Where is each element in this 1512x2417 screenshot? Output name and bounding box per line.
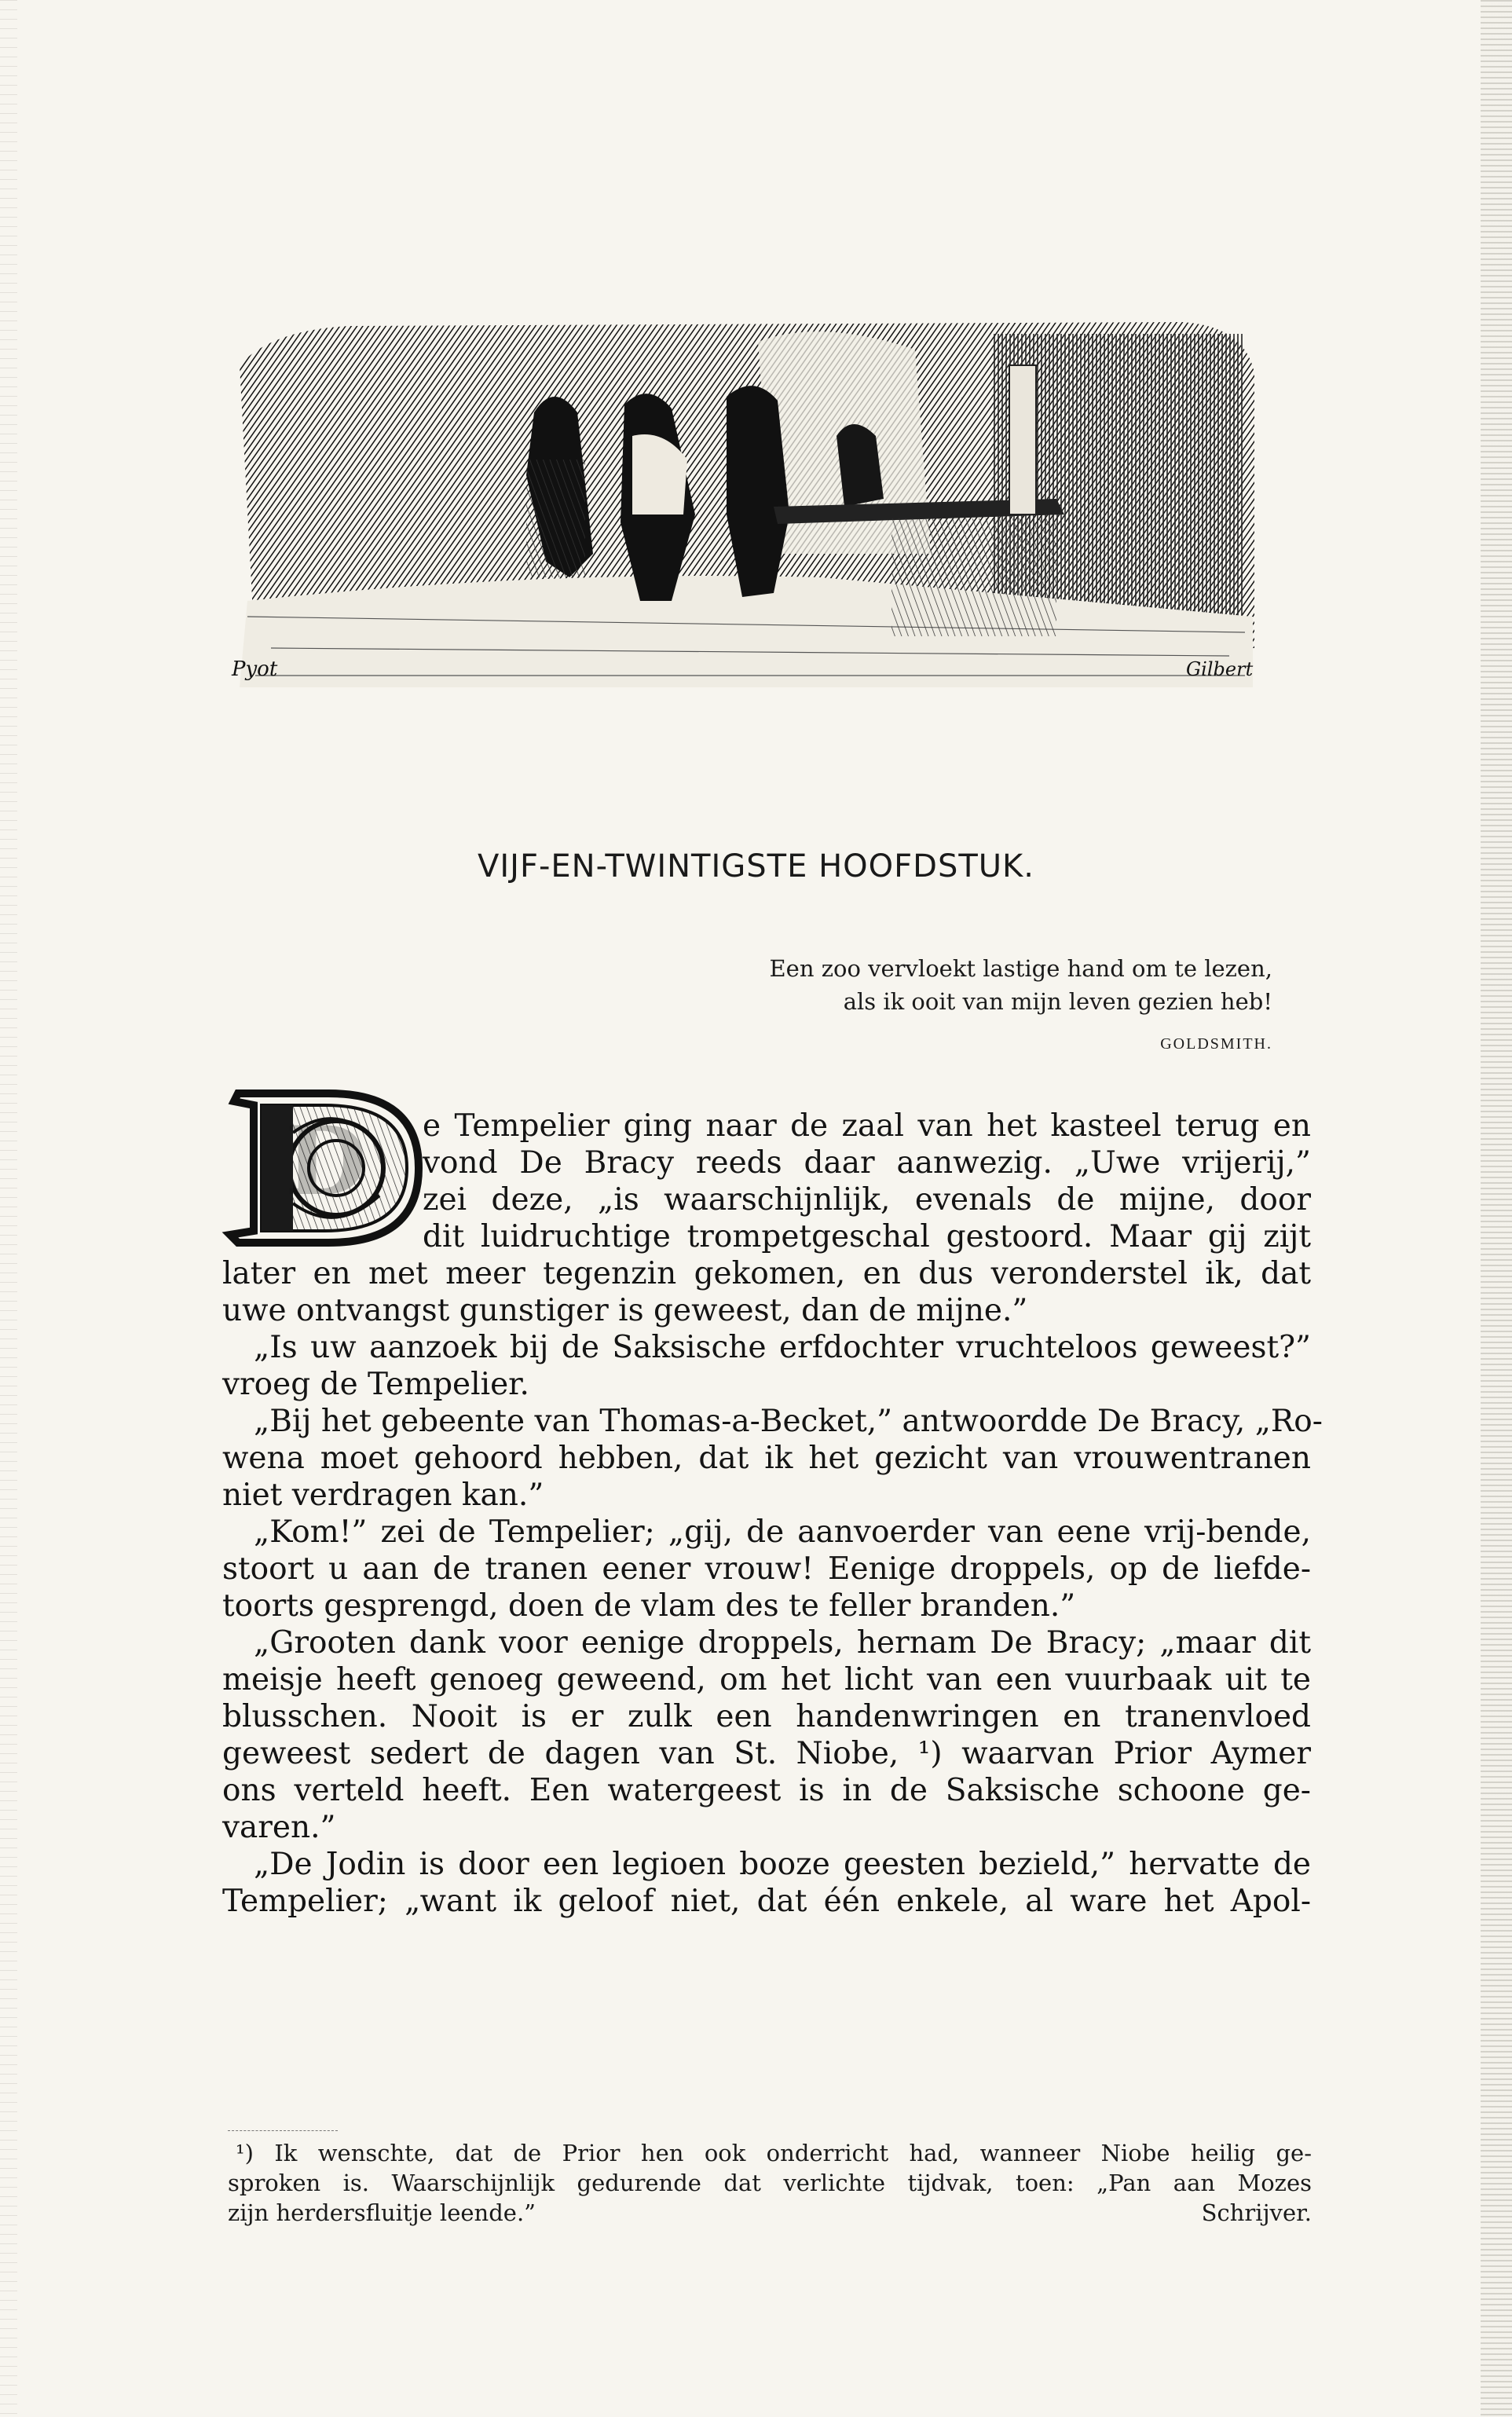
footnote-line: sproken is. Waarschijnlijk gedurende dat verlichte tijdvak, toen: „Pan aan Mozes [228,2170,1312,2196]
body-line: vond De Bracy reeds daar aanwezig. „Uwe vrijerij,” [423,1145,1311,1181]
body-line: „Bij het gebeente van Thomas-a-Becket,” antwoordde De Bracy, „Ro- [254,1404,1323,1439]
body-line: „De Jodin is door een legioen booze geesten bezield,” hervatte de [254,1847,1311,1882]
body-line: vroeg de Tempelier. [222,1367,529,1402]
body-line: varen.” [222,1810,336,1845]
body-line: „Grooten dank voor eenige droppels, hernam De Bracy; „maar dit [254,1625,1311,1661]
epigraph-line: als ik ooit van mijn leven gezien heb! [843,988,1272,1015]
body-line: geweest sedert de dagen van St. Niobe, ¹) waarvan Prior Aymer [222,1736,1311,1771]
footnote-signature: Schrijver. [1201,2199,1312,2226]
engraving-illustration [224,318,1261,695]
epigraph-line: Een zoo vervloekt lastige hand om te lezen, [769,955,1272,982]
page-edge-left [0,0,17,2417]
footnote-separator [228,2130,338,2131]
body-line: blusschen. Nooit is er zulk een handenwringen en tranenvloed [222,1699,1311,1734]
body-text [222,1108,1323,1920]
footnote-line: ¹) Ik wenschte, dat de Prior hen ook onderricht had, wanneer Niobe heilig ge- [236,2140,1312,2166]
footnote-last-row [228,2198,1312,2228]
body-line: niet verdragen kan.” [222,1478,544,1513]
epigraph [597,952,1272,1060]
body-line: uwe ontvangst gunstiger is geweest, dan de mijne.” [222,1293,1028,1328]
body-line: wena moet gehoord hebben, dat ik het gezicht van vrouwentranen [222,1441,1311,1476]
body-line: later en met meer tegenzin gekomen, en dus veronderstel ik, dat [222,1256,1311,1291]
body-line: Tempelier; „want ik geloof niet, dat één enkele, al ware het Apol- [222,1884,1311,1919]
body-line: toorts gesprengd, doen de vlam des te feller branden.” [222,1588,1076,1624]
page-edge-right [1481,0,1512,2417]
body-line: e Tempelier ging naar de zaal van het kasteel terug en [423,1108,1311,1144]
illustration-signature-right: Gilbert [1186,658,1254,680]
footnote-line: zijn herdersfluitje leende.” [228,2199,536,2226]
footnote [228,2138,1312,2228]
body-line: zei deze, „is waarschijnlijk, evenals de mijne, door [423,1182,1311,1218]
body-line: „Is uw aanzoek bij de Saksische erfdochter vruchteloos geweest?” [254,1330,1311,1365]
body-line: dit luidruchtige trompetgeschal gestoord. Maar gij zijt [423,1219,1311,1254]
body-line: stoort u aan de tranen eener vrouw! Eenige droppels, op de liefde- [222,1551,1311,1587]
epigraph-attribution: GOLDSMITH. [1160,1035,1272,1053]
chapter-title: VIJF-EN-TWINTIGSTE HOOFDSTUK. [478,848,1034,884]
drop-cap-letter: D [284,1106,368,1217]
illustration-signature-left: Pyot [232,657,278,681]
body-line: ons verteld heeft. Een watergeest is in de Saksische schoone ge- [222,1773,1311,1808]
body-line: „Kom!” zei de Tempelier; „gij, de aanvoerder van eene vrij-bende, [254,1514,1311,1550]
body-line: meisje heeft genoeg geweend, om het licht van een vuurbaak uit te [222,1662,1311,1697]
